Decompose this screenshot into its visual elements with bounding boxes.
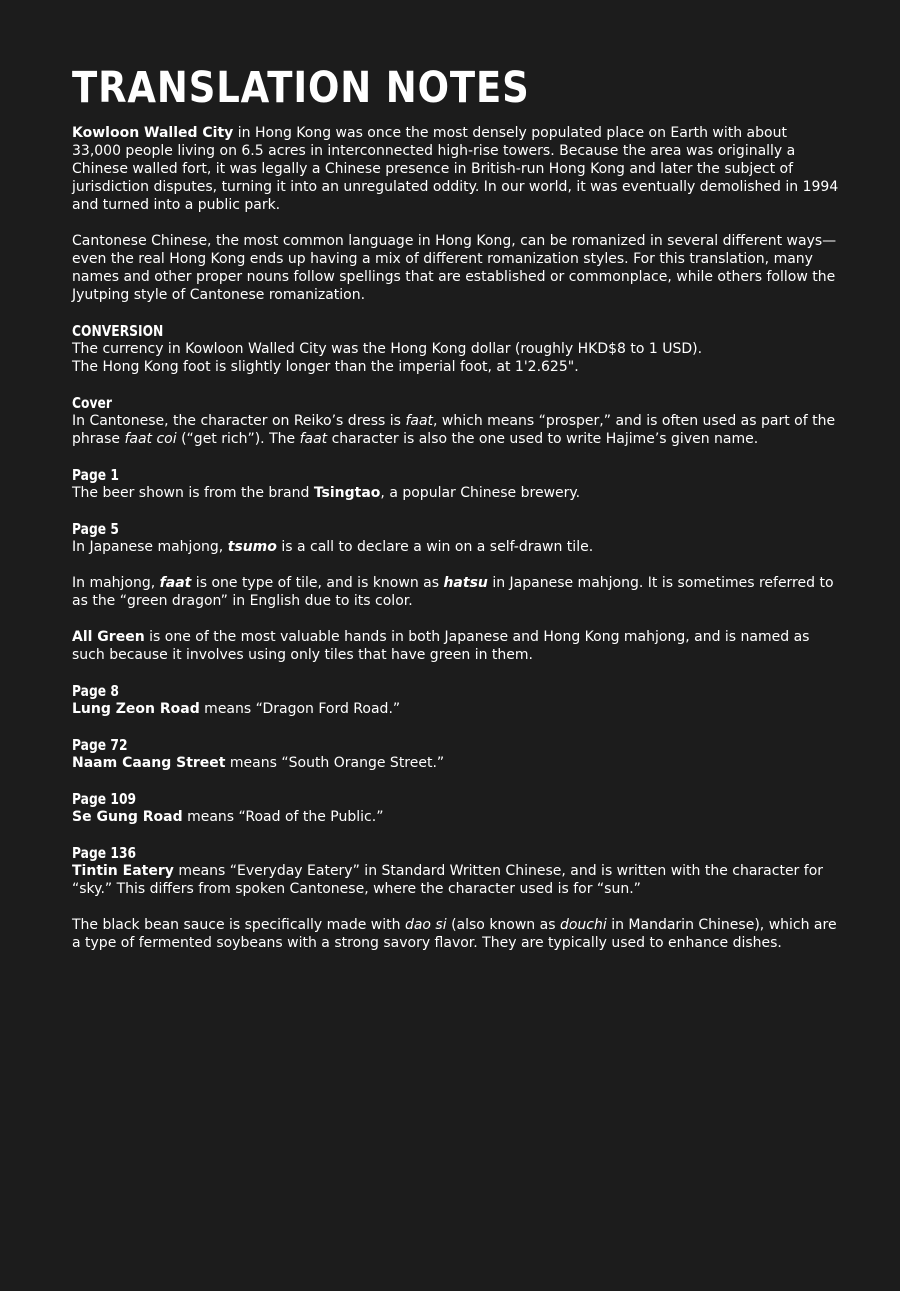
page-5-p2-text-3: in Japanese mahjong. It is sometimes referred to as the “green dragon” in English due to its color. — [72, 575, 834, 609]
cover-text-2: , which means “prosper,” and is often used as part of the phrase — [72, 413, 836, 447]
section-heading-page-8: Page 8 — [72, 682, 119, 700]
page-1-text-1: The beer shown is from the brand — [72, 485, 314, 501]
section-heading-page-5: Page 5 — [72, 520, 119, 538]
page-5-p2-text-1: In mahjong, — [72, 575, 160, 591]
conversion-line-currency: The currency in Kowloon Walled City was the Hong Kong dollar (roughly HKD$8 to 1 USD). — [72, 341, 703, 357]
page-1-paragraph — [72, 484, 840, 502]
page-5-paragraph-1 — [72, 538, 840, 556]
page-72-text: means “South Orange Street.” — [225, 755, 445, 771]
cover-paragraph — [72, 412, 840, 448]
page-136-paragraph-2 — [72, 916, 840, 952]
intro-paragraph-1 — [72, 124, 840, 214]
term-tintin-eatery: Tintin Eatery — [72, 863, 174, 879]
term-se-gung-road: Se Gung Road — [72, 809, 183, 825]
page-5-p3-text: is one of the most valuable hands in both Japanese and Hong Kong mahjong, and is named as such because it involves using only tiles that have green in them. — [72, 629, 810, 663]
page-title: TRANSLATION NOTES — [72, 63, 530, 113]
page-72-paragraph — [72, 754, 840, 772]
page-8-text: means “Dragon Ford Road.” — [199, 701, 401, 717]
term-tsingtao: Tsingtao — [313, 485, 381, 501]
page-5-p2-text-2: is one type of tile, and is known as — [191, 575, 444, 591]
intro-paragraph-2-text: Cantonese Chinese, the most common language in Hong Kong, can be romanized in several different ways—even the real Hong Kong ends up having a mix of different romanization styles. For this translation, many names and other proper nouns follow spellings that are established or commonplace, while others follow the Jyutping style of Cantonese romanization. — [72, 233, 837, 303]
term-faat-tile: faat — [159, 575, 192, 591]
section-heading-page-136: Page 136 — [72, 844, 137, 862]
section-heading-conversion: CONVERSION — [72, 322, 164, 340]
cover-text-4: character is also the one used to write Hajime’s given name. — [327, 431, 759, 447]
term-kowloon-walled-city: Kowloon Walled City — [72, 125, 234, 141]
page-5-p1-text-2: is a call to declare a win on a self-drawn tile. — [276, 539, 594, 555]
page-8-paragraph — [72, 700, 840, 718]
term-douchi: douchi — [559, 917, 607, 933]
section-heading-cover: Cover — [72, 394, 112, 412]
cover-text-3: (“get rich”). The — [176, 431, 300, 447]
cover-term-faat-2: faat — [299, 431, 328, 447]
cover-term-faat: faat — [405, 413, 434, 429]
page-5-p1-text-1: In Japanese mahjong, — [72, 539, 228, 555]
term-all-green: All Green — [72, 629, 145, 645]
page-136-p1-text: means “Everyday Eatery” in Standard Written Chinese, and is written with the character for “sky.” This differs from spoken Cantonese, where the character used is for “sun.” — [72, 863, 824, 897]
cover-term-faat-coi: faat coi — [124, 431, 177, 447]
page-109-text: means “Road of the Public.” — [182, 809, 384, 825]
section-heading-page-72: Page 72 — [72, 736, 128, 754]
term-naam-caang-street: Naam Caang Street — [72, 755, 226, 771]
cover-text-1: In Cantonese, the character on Reiko’s dress is — [72, 413, 406, 429]
section-heading-page-1: Page 1 — [72, 466, 119, 484]
page-5-paragraph-2 — [72, 574, 840, 610]
page-109-paragraph — [72, 808, 840, 826]
intro-paragraph-2 — [72, 232, 840, 304]
term-hatsu: hatsu — [443, 575, 488, 591]
page-136-p2-text-2: (also known as — [446, 917, 560, 933]
conversion-line-foot: The Hong Kong foot is slightly longer than the imperial foot, at 1'2.625". — [72, 359, 579, 375]
term-dao-si: dao si — [404, 917, 447, 933]
page-136-p2-text-3: in Mandarin Chinese), which are a type of fermented soybeans with a strong savory flavor. They are typically used to enhance dishes. — [72, 917, 837, 951]
page-1-text-2: , a popular Chinese brewery. — [380, 485, 581, 501]
page-136-paragraph-1 — [72, 862, 840, 898]
intro-paragraph-1-text: in Hong Kong was once the most densely populated place on Earth with about 33,000 people living on 6.5 acres in interconnected high-rise towers. Because the area was originally a Chinese walled fort, it was legally a Chinese presence in British-run Hong Kong and later the subject of jurisdiction disputes, turning it into an unregulated oddity. In our world, it was eventually demolished in 1994 and turned into a public park. — [72, 125, 839, 213]
page-5-paragraph-3 — [72, 628, 840, 664]
term-lung-zeon-road: Lung Zeon Road — [72, 701, 200, 717]
term-tsumo: tsumo — [227, 539, 277, 555]
page-136-p2-text-1: The black bean sauce is specifically made with — [72, 917, 405, 933]
section-heading-page-109: Page 109 — [72, 790, 137, 808]
conversion-paragraph — [72, 340, 840, 376]
